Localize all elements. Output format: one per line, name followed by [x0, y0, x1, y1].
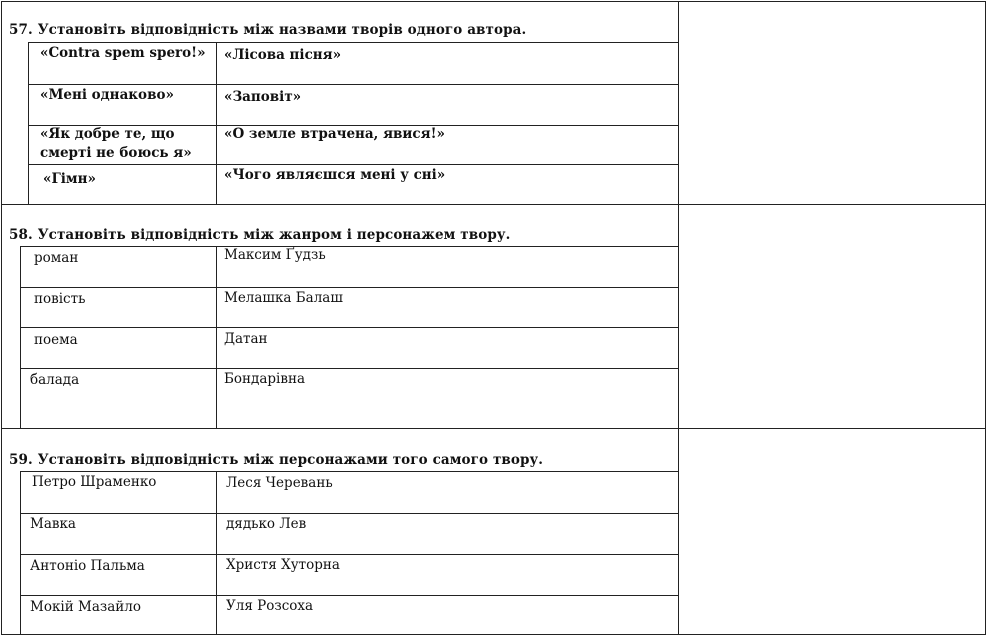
q58-column-divider	[216, 246, 217, 428]
q57-table-top	[28, 42, 679, 43]
q58-row-line	[20, 287, 679, 288]
q58-row-line	[20, 327, 679, 328]
question-57-title: 57. Установіть відповідність між назвами творів одного автора.	[9, 22, 527, 38]
q57-right-2: «Заповіт»	[224, 89, 302, 105]
q58-right-3: Датан	[224, 331, 268, 347]
q58-table-left	[20, 246, 21, 428]
q58-left-1: роман	[34, 250, 79, 266]
q59-left-3: Антоніо Пальма	[30, 558, 145, 574]
q57-right-4: «Чого являєшся мені у сні»	[224, 167, 446, 183]
q59-right-4: Уля Розсоха	[226, 598, 314, 614]
frame-top	[1, 1, 986, 2]
q59-row-line	[20, 513, 679, 514]
q58-left-2: повість	[34, 291, 86, 307]
q57-right-3: «О земле втрачена, явися!»	[224, 126, 445, 142]
q57-left-4: «Гімн»	[43, 171, 96, 187]
q59-left-1: Петро Шраменко	[32, 474, 157, 490]
q57-left-2: «Мені однаково»	[40, 87, 174, 103]
q59-table-top	[20, 471, 679, 472]
q59-right-3: Христя Хуторна	[226, 557, 340, 573]
q57-left-3-line2: смерті не боюсь я»	[40, 145, 192, 161]
section-divider-1	[1, 204, 986, 205]
q58-right-2: Мелашка Балаш	[224, 290, 343, 306]
q58-left-3: поема	[34, 332, 78, 348]
q59-left-4: Мокій Мазайло	[30, 599, 141, 615]
q57-right-1: «Лісова пісня»	[224, 47, 342, 63]
question-59-title: 59. Установіть відповідність між персонажами того самого твору.	[9, 452, 544, 468]
q58-row-line	[20, 368, 679, 369]
q57-row-line	[28, 84, 679, 85]
q57-table-left	[28, 42, 29, 204]
q58-right-1: Максим Ґудзь	[224, 247, 326, 263]
frame-right	[985, 1, 986, 635]
q59-right-1: Леся Черевань	[226, 475, 333, 491]
section-divider-2	[1, 428, 986, 429]
q59-right-2: дядько Лев	[226, 516, 307, 532]
question-58-title: 58. Установіть відповідність між жанром і персонажем твору.	[9, 227, 511, 243]
q57-row-line	[28, 164, 679, 165]
q58-left-4: балада	[30, 372, 80, 388]
answer-column-divider	[678, 1, 679, 635]
frame-left	[1, 1, 2, 635]
q57-column-divider	[216, 42, 217, 204]
q59-row-line	[20, 595, 679, 596]
q57-left-1: «Contra spem spero!»	[40, 45, 206, 61]
q59-row-line	[20, 554, 679, 555]
q57-left-3: «Як добре те, що	[40, 126, 175, 142]
frame-bottom	[1, 634, 986, 635]
q59-table-left	[20, 471, 21, 635]
q59-left-2: Мавка	[30, 516, 76, 532]
q59-column-divider	[216, 471, 217, 635]
q58-table-top	[20, 246, 679, 247]
q58-right-4: Бондарівна	[224, 371, 306, 387]
